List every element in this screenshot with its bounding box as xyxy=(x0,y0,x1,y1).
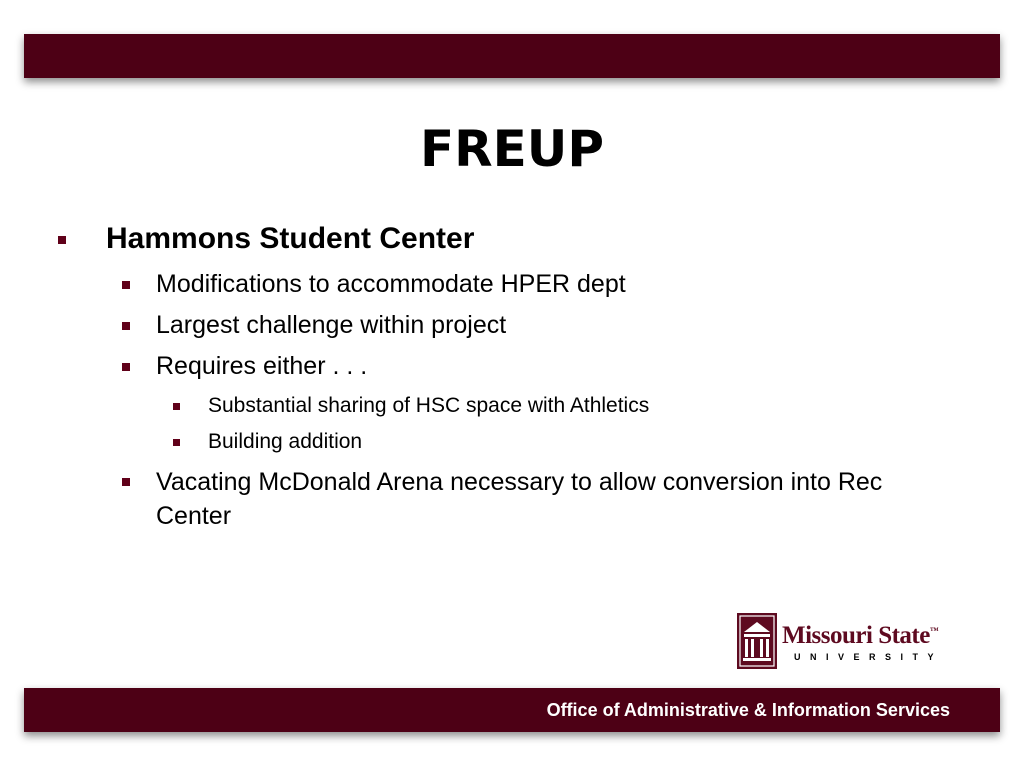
square-bullet-icon xyxy=(122,322,130,330)
square-bullet-icon xyxy=(173,439,180,446)
bullet-item xyxy=(156,270,626,299)
building-icon xyxy=(736,612,778,670)
square-bullet-icon xyxy=(122,281,130,289)
square-bullet-icon xyxy=(58,236,66,244)
bullet-item xyxy=(208,394,649,418)
bullet-text: Modifications to accommodate HPER dept xyxy=(156,270,626,298)
university-logo xyxy=(736,612,966,672)
bullet-item xyxy=(106,222,474,256)
bullet-item xyxy=(156,352,367,381)
bullet-text: Requires either . . . xyxy=(156,352,368,380)
square-bullet-icon xyxy=(122,478,130,486)
logo-wordmark xyxy=(782,622,938,650)
bullet-item xyxy=(208,430,362,454)
logo-trademark: ™ xyxy=(929,625,939,636)
logo-name: Missouri State xyxy=(782,622,930,649)
bullet-item xyxy=(156,311,506,340)
slide-title: FREUP xyxy=(419,120,605,178)
bullet-text: Largest challenge within project xyxy=(156,311,507,339)
footer-text: Office of Administrative & Information Services xyxy=(546,700,950,720)
bullet-text: Hammons Student Center xyxy=(106,222,475,255)
bullet-text: Building addition xyxy=(208,430,363,453)
square-bullet-icon xyxy=(173,403,180,410)
bullet-text: Substantial sharing of HSC space with Athletics xyxy=(208,394,650,417)
footer-band xyxy=(24,688,1000,732)
square-bullet-icon xyxy=(122,363,130,371)
logo-subtitle: UNIVERSITY xyxy=(794,652,944,662)
bullet-text: Vacating McDonald Arena necessary to allow conversion into Rec Center xyxy=(156,468,883,530)
header-band xyxy=(24,34,1000,78)
bullet-item xyxy=(156,465,956,533)
